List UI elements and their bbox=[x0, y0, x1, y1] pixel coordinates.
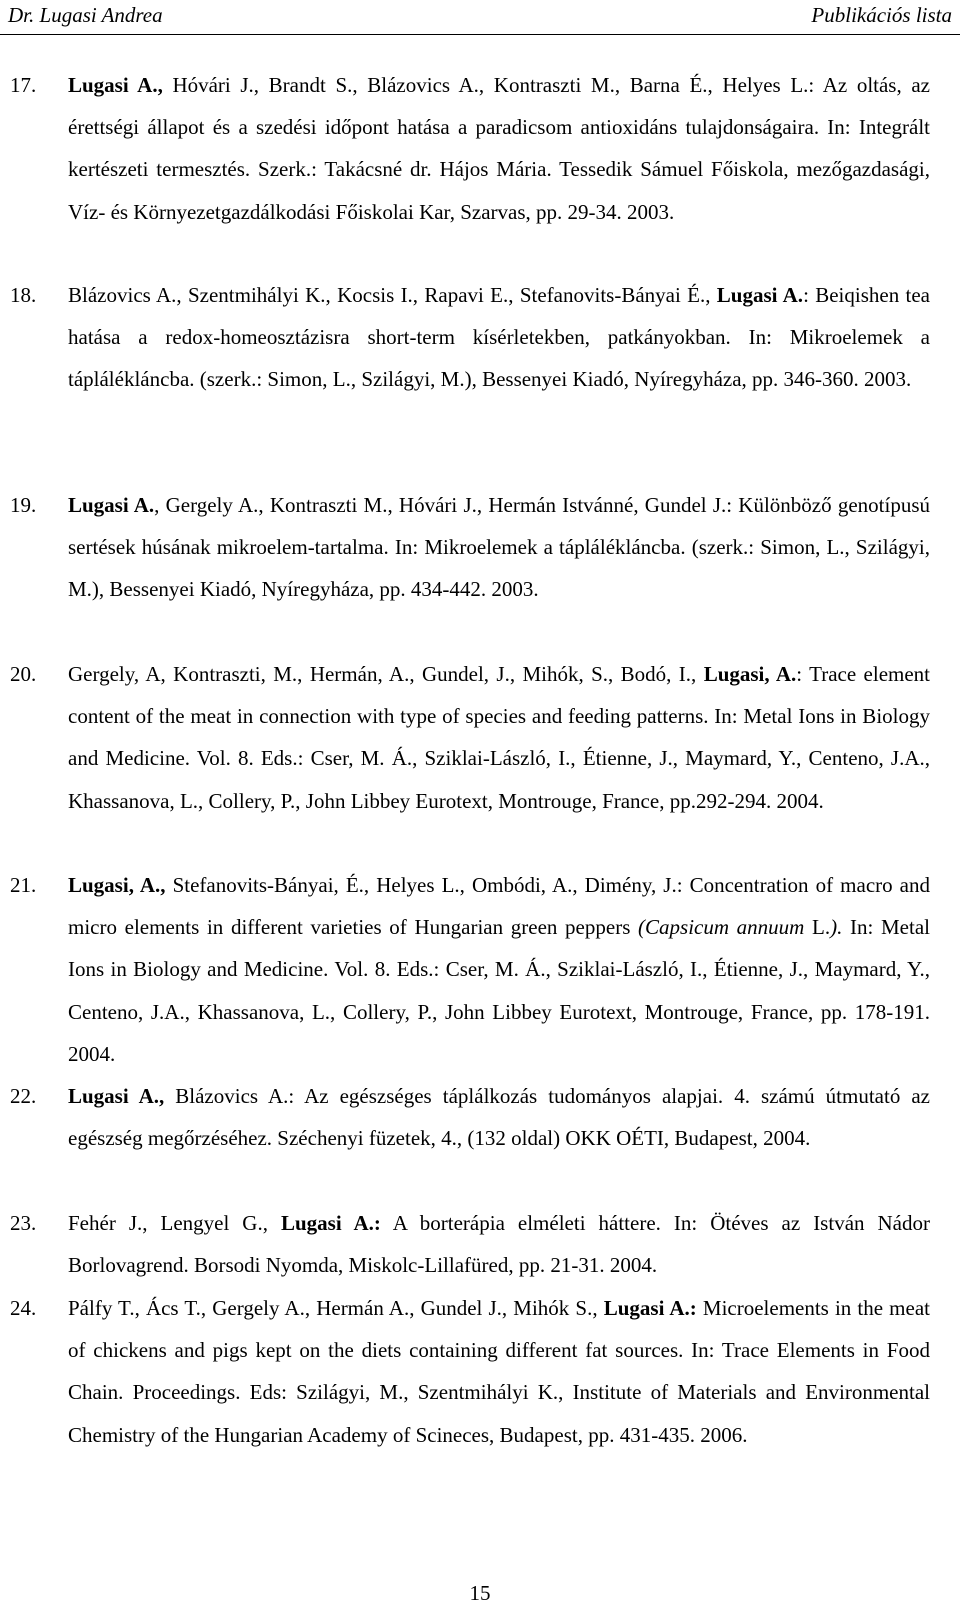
reference-number: 24. bbox=[10, 1296, 37, 1320]
reference-segment: Stefanovits-Bányai, É., Helyes L., Ombódi, A., Dimény, J.: Concentration of macro and micro elements in different varieties of Hungarian green peppers bbox=[68, 873, 931, 940]
reference-number: 17. bbox=[10, 73, 37, 97]
reference-segment: Microelements in the meat of chickens and pigs kept on the diets containing different fat sources. In: Trace Elements in Food Chain. Proceedings. Eds: Szilágyi, M., Szentmihályi K., Institute of Materials and Environmental Chemistry of the Hungarian Academy of Scineces, Budapest, pp. 431-435. 2006. bbox=[68, 1296, 930, 1447]
reference-segment: L. bbox=[804, 915, 831, 940]
reference-text bbox=[68, 653, 930, 822]
page-header bbox=[0, 0, 960, 36]
page-number: 15 bbox=[469, 1581, 491, 1605]
reference-text bbox=[68, 484, 930, 611]
reference-number: 23. bbox=[10, 1211, 37, 1235]
author-highlight: Lugasi A. bbox=[716, 283, 804, 307]
author-highlight: Lugasi, A., bbox=[68, 873, 166, 897]
species-name: ). bbox=[830, 915, 843, 940]
header-divider bbox=[0, 34, 960, 35]
reference-segment: Blázovics A.: Az egészséges táplálkozás tudományos alapjai. 4. számú útmutató az egészség megőrzéséhez. Széchenyi füzetek, 4., (132 oldal) OKK OÉTI, Budapest, 2004. bbox=[68, 1084, 930, 1151]
reference-segment: Gergely, A, Kontraszti, M., Hermán, A., Gundel, J., Mihók, S., Bodó, I., bbox=[68, 662, 704, 686]
reference-segment: , Gergely A., Kontraszti M., Hóvári J., Hermán Istvánné, Gundel J.: Különböző genotípusú sertések húsának mikroelem-tartalma. In: Mikroelemek a táplálékláncba. (szerk.: Simon, L., Szilágyi, M.), Bessenyei Kiadó, Nyíregyháza, pp. 434-442. 2003. bbox=[68, 493, 931, 602]
author-highlight: Lugasi A. bbox=[68, 493, 155, 517]
document-title: Publikációs lista bbox=[811, 3, 952, 27]
reference-text bbox=[68, 864, 930, 1075]
author-highlight: Lugasi A., bbox=[68, 1084, 165, 1108]
reference-segment: Hóvári J., Brandt S., Blázovics A., Kontraszti M., Barna É., Helyes L.: Az oltás, az érettségi állapot és a szedési időpont hatása a paradicsom antioxidáns tulajdonságaira. In: Integrált kertészeti termesztés. Szerk.: Takácsné dr. Hájos Mária. Tessedik Sámuel Főiskola, mezőgazdasági, Víz- és Környezetgazdálkodási Főiskolai Kar, Szarvas, pp. 29-34. 2003. bbox=[68, 73, 930, 224]
author-name: Dr. Lugasi Andrea bbox=[8, 3, 163, 27]
author-highlight: Lugasi A.: bbox=[603, 1296, 697, 1320]
reference-number: 21. bbox=[10, 873, 37, 897]
author-highlight: Lugasi, A. bbox=[703, 662, 797, 686]
author-highlight: Lugasi A., bbox=[68, 73, 163, 97]
reference-text bbox=[68, 64, 930, 233]
reference-text bbox=[68, 274, 930, 401]
reference-number: 20. bbox=[10, 662, 37, 686]
reference-segment: In: Metal Ions in Biology and Medicine. Vol. 8. Eds.: Cser, M. Á., Sziklai-László, I., Étienne, J., Maymard, Y., Centeno, J.A., Khassanova, L., Collery, P., John Libbey Eurotext, Montrouge, France, pp. 178-191. 2004. bbox=[68, 915, 930, 1066]
reference-segment: A borterápia elméleti háttere. In: Ötéves az István Nádor Borlovagrend. Borsodi Nyomda, Miskolc-Lillafüred, pp. 21-31. 2004. bbox=[68, 1211, 930, 1278]
reference-text bbox=[68, 1287, 930, 1456]
reference-segment: Fehér J., Lengyel G., bbox=[68, 1211, 281, 1235]
reference-number: 18. bbox=[10, 283, 37, 307]
species-name: (Capsicum annuum bbox=[638, 915, 805, 940]
reference-segment: : Beiqishen tea hatása a redox-homeosztázisra short-term kísérletekben, patkányokban. In: Mikroelemek a táplálékláncba. (szerk.: Simon, L., Szilágyi, M.), Bessenyei Kiadó, Nyíregyháza, pp. 346-360. 2003. bbox=[68, 283, 931, 392]
reference-segment: Pálfy T., Ács T., Gergely A., Hermán A., Gundel J., Mihók S., bbox=[68, 1296, 604, 1320]
author-highlight: Lugasi A.: bbox=[280, 1211, 381, 1235]
reference-segment: Blázovics A., Szentmihályi K., Kocsis I., Rapavi E., Stefanovits-Bányai É., bbox=[68, 283, 717, 307]
reference-text bbox=[68, 1202, 930, 1286]
reference-segment: : Trace element content of the meat in connection with type of species and feeding patterns. In: Metal Ions in Biology and Medicine. Vol. 8. Eds.: Cser, M. Á., Sziklai-László, I., Étienne, J., Maymard, Y., Centeno, J.A., Khassanova, L., Collery, P., John Libbey Eurotext, Montrouge, France, pp.292-294. 2004. bbox=[68, 662, 931, 813]
reference-text bbox=[68, 1075, 930, 1159]
reference-number: 22. bbox=[10, 1084, 37, 1108]
reference-number: 19. bbox=[10, 493, 37, 517]
